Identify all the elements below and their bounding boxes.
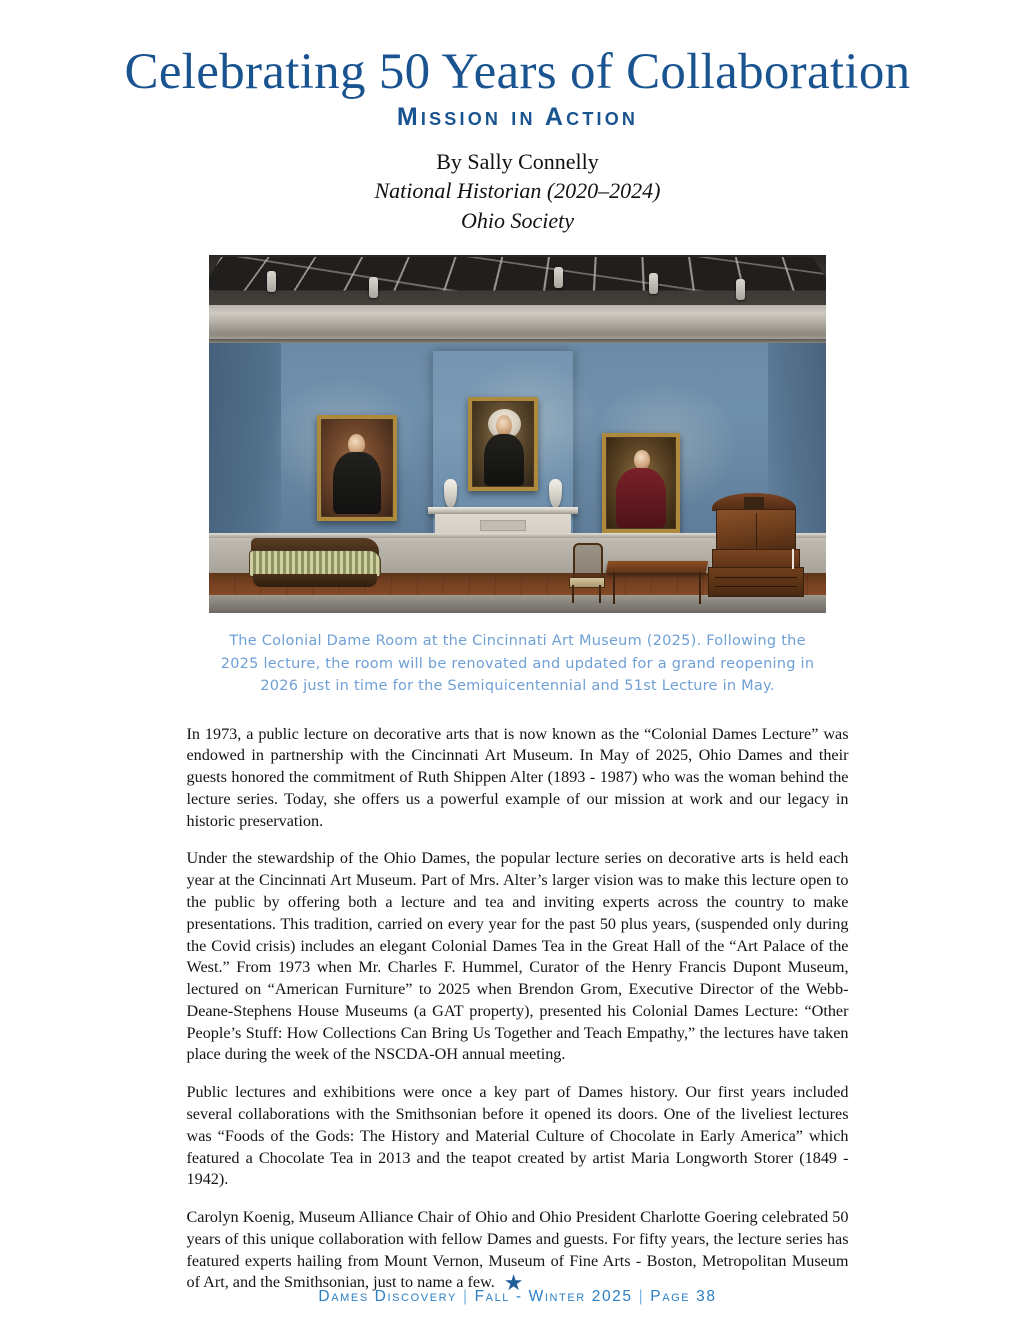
body-paragraph-4-text: Carolyn Koenig, Museum Alliance Chair of Ohio and Ohio President Charlotte Goering celebrated 50 years of this unique collaboration with fellow Dames and guests. For fifty years, the lecture series has featured experts hailing from Mount Vernon, Museum of Fine Arts - Boston, Metropolitan Museum of Art, and the Smithsonian, just to name a few. — [186, 1208, 849, 1292]
figure-caption — [213, 630, 823, 697]
portrait-body — [333, 452, 381, 514]
caption-line-1: The Colonial Dame Room at the Cincinnati Art Museum (2025). Following the — [229, 633, 806, 650]
chair-leg — [599, 585, 601, 603]
article-body — [187, 724, 849, 1295]
table-leg — [613, 572, 615, 604]
page-footer — [0, 1288, 1035, 1306]
left-wall — [209, 343, 281, 543]
side-chair — [569, 543, 603, 603]
portrait-head — [634, 450, 650, 470]
chair-leg — [572, 585, 574, 603]
page-subtitle: Mission in Action — [396, 103, 639, 132]
gallery-room-photo — [209, 255, 826, 613]
caption-line-3: 2026 just in time for the Semiquicentennial and 51st Lecture in May. — [260, 678, 775, 695]
portrait-painting-right — [602, 433, 680, 533]
mantel-urn-right — [549, 479, 562, 507]
caption-line-2: 2025 lecture, the room will be renovated and updated for a grand reopening in — [220, 655, 815, 672]
portrait-canvas — [607, 438, 675, 528]
candlestick — [792, 549, 794, 569]
footer-issue: Fall - Winter 2025 — [474, 1288, 633, 1305]
mantel-urn-left — [444, 479, 457, 507]
byline-author: By Sally Connelly — [436, 149, 599, 175]
portrait-head — [496, 415, 512, 436]
byline-society: Ohio Society — [460, 208, 575, 234]
body-paragraph-3: Public lectures and exhibitions were once a key part of Dames history. Our first years included several collaborations with the Smithsonian before it opened its doors. One of the liveliest lectures was “Foods of the Gods: The History and Material Culture of Chocolate in Early America” which featured a Chocolate Tea in 2013 and the teapot created by artist Maria Longworth Storer (1849 - 1942). — [186, 1083, 849, 1189]
footer-separator: | — [462, 1288, 469, 1305]
body-paragraph-2: Under the stewardship of the Ohio Dames, the popular lecture series on decorative arts is held each year at the Cincinnati Art Museum. Part of Mrs. Alter’s larger vision was to make this lecture open to the public by offering both a lecture and tea and inviting experts across the country to make presentations. This tradition, carried on every year for the past 50 plus years, (suspended only during the Covid crisis) includes an elegant Colonial Dames Tea in the Great Hall of the “Art Palace of the West.” From 1973 when Mr. Charles F. Hummel, Curator of the Henry Francis Dupont Museum, lectured on “American Furniture” to 2025 when Brendon Grom, Executive Director of the Webb-Deane-Stephens House Museums (a GAT property), presented his Colonial Dames Lecture: “Other People’s Stuff: How Collections Can Bring Us Together and Teach Empathy,” the lectures have taken place during the week of the NSCDA-OH annual meeting. — [186, 849, 849, 1064]
secretary-desk-bookcase — [706, 493, 802, 595]
body-paragraph-4 — [187, 1207, 849, 1294]
sofa-legs — [253, 574, 377, 587]
portrait-body — [484, 434, 524, 486]
portrait-painting-center — [468, 397, 538, 491]
byline — [0, 147, 1035, 236]
table-leg — [699, 572, 701, 604]
ceiling-spotlight — [554, 267, 563, 288]
portrait-painting-left — [317, 415, 397, 521]
ceiling-spotlight — [267, 271, 276, 292]
ceiling-spotlight — [736, 279, 745, 300]
footer-publication: Dames Discovery — [318, 1288, 457, 1305]
sofa-seat — [249, 550, 381, 577]
ceiling — [209, 255, 826, 309]
table-top — [606, 561, 708, 573]
desk-drawers — [708, 567, 804, 597]
gallery-barrier-rail — [209, 595, 826, 613]
article-masthead — [0, 0, 1035, 236]
mantel-shelf — [428, 507, 578, 514]
portrait-body — [616, 468, 666, 528]
page-title: Celebrating 50 Years of Collaboration — [124, 44, 911, 100]
article-figure — [209, 255, 826, 697]
portrait-canvas — [322, 420, 392, 516]
cornice-molding — [209, 305, 826, 343]
end-of-article-star-icon: ★ — [503, 1270, 524, 1296]
mantel-center-panel — [480, 520, 526, 531]
ceiling-spotlight — [649, 273, 658, 294]
ceiling-spotlight — [369, 277, 378, 298]
body-paragraph-1: In 1973, a public lecture on decorative arts that is now known as the “Colonial Dames Lecture” was endowed in partnership with the Cincinnati Art Museum. In May of 2025, Ohio Dames and their guests honored the commitment of Ruth Shippen Alter (1893 - 1987) who was the woman behind the lecture series. Today, she offers us a powerful example of our mission at work and our legacy in historic preservation. — [186, 724, 849, 830]
drop-leaf-table — [607, 561, 707, 605]
footer-separator: | — [638, 1288, 645, 1305]
portrait-canvas — [473, 402, 533, 486]
byline-role: National Historian (2020–2024) — [374, 178, 661, 204]
ceiling-grid — [209, 257, 826, 291]
striped-sofa — [245, 538, 383, 588]
footer-page-number: Page 38 — [650, 1288, 717, 1305]
bookcase-doors — [716, 509, 796, 553]
